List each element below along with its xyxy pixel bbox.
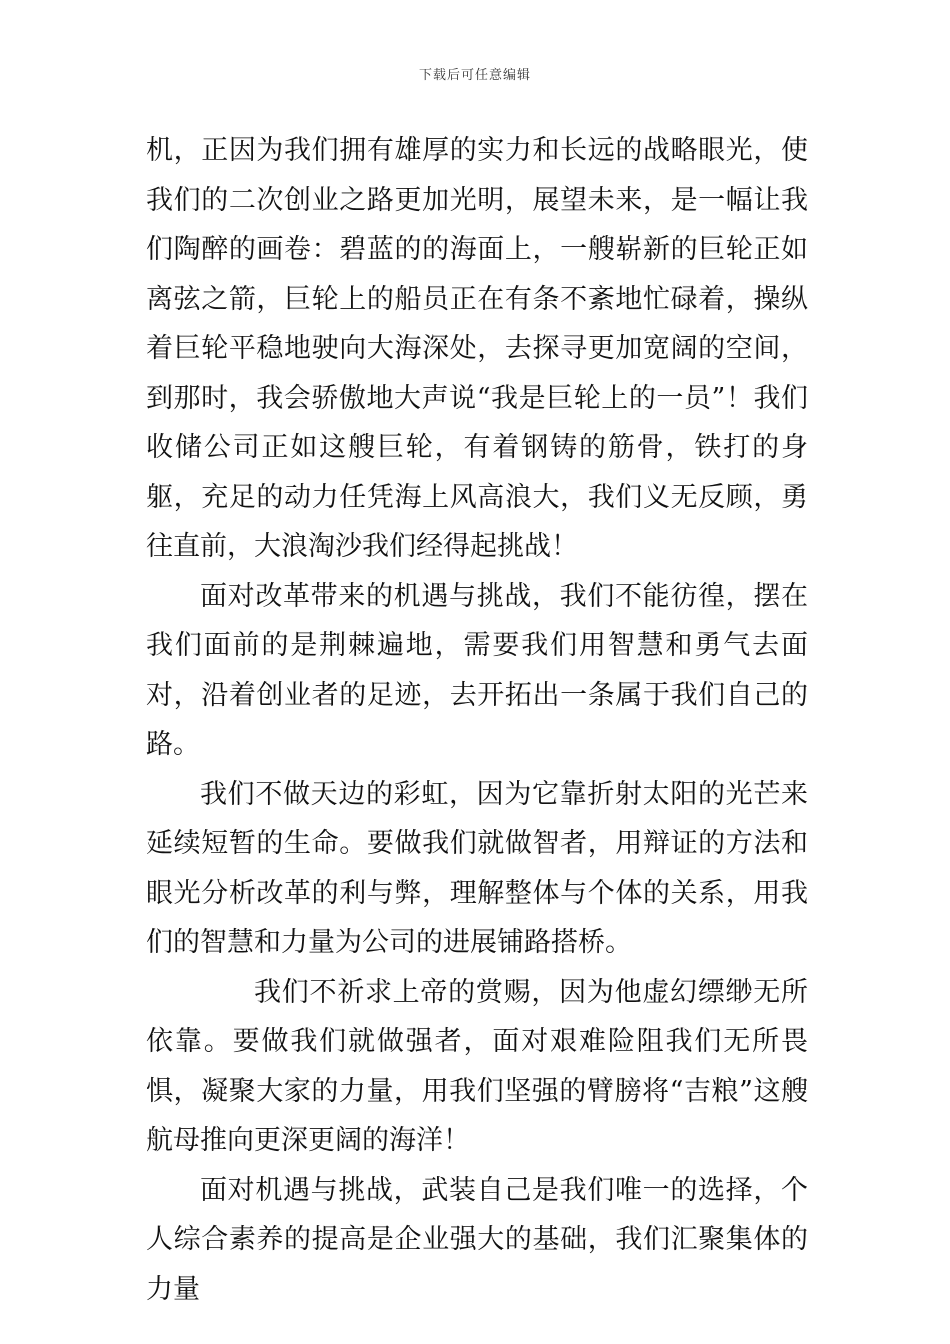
paragraph-rainbow: 我们不做天边的彩虹，因为它靠折射太阳的光芒来延续短暂的生命。要做我们就做智者，用辩证的方法和眼光分析改革的利与弊，理解整体与个体的关系，用我们的智慧和力量为公司的进展铺路搭桥。 (146, 778, 808, 958)
paragraph-continuation: 机，正因为我们拥有雄厚的实力和长远的战略眼光，使我们的二次创业之路更加光明，展望未来，是一幅让我们陶醉的画卷：碧蓝的的海面上，一艘崭新的巨轮正如离弦之箭，巨轮上的船员正在有条不紊地忙碌着，操纵着巨轮平稳地驶向大海深处，去探寻更加宽阔的空间，到那时，我会骄傲地大声说“我是巨轮上的一员”！我们收储公司正如这艘巨轮，有着钢铸的筋骨，铁打的身躯，充足的动力任凭海上风高浪大，我们义无反顾，勇往直前，大浪淘沙我们经得起挑战！ (146, 135, 808, 562)
paragraph-opportunity: 面对机遇与挑战，武装自己是我们唯一的选择，个人综合素养的提高是企业强大的基础，我们汇聚集体的力量 (146, 1174, 808, 1305)
page-header-note: 下载后可任意编辑 (418, 68, 531, 83)
paragraph-reform-challenge: 面对改革带来的机遇与挑战，我们不能彷徨，摆在我们面前的是荆棘遍地，需要我们用智慧和勇气去面对，沿着创业者的足迹，去开拓出一条属于我们自己的路。 (146, 580, 808, 760)
document-body (146, 126, 808, 1314)
paragraph-strong-ones: 我们不祈求上帝的赏赐，因为他虚幻缥缈无所依靠。要做我们就做强者，面对艰难险阻我们无所畏惧，凝聚大家的力量，用我们坚强的臂膀将“吉粮”这艘航母推向更深更阔的海洋！ (146, 976, 808, 1156)
